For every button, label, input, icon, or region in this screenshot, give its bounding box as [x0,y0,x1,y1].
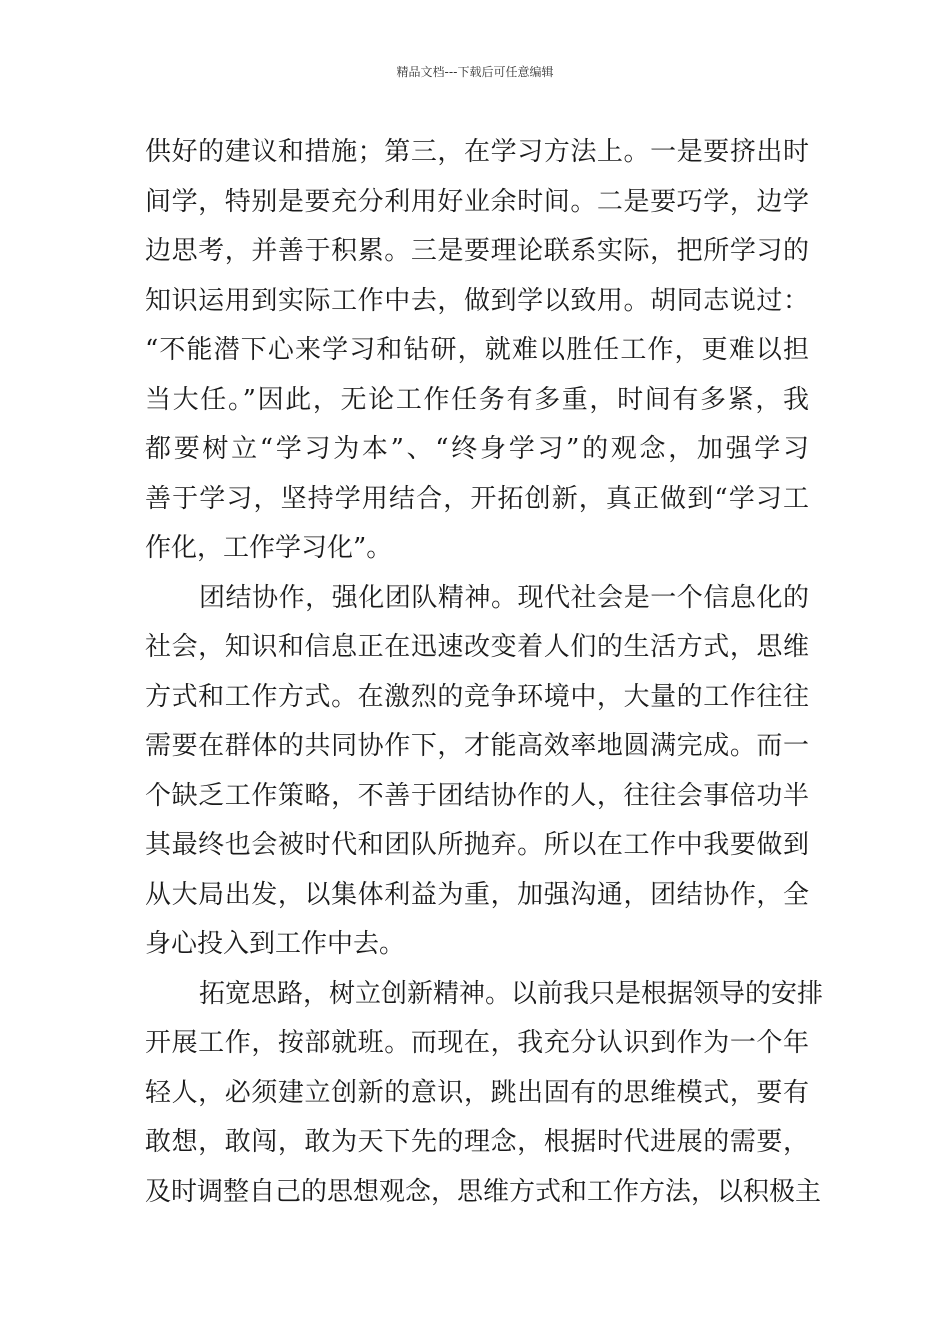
text-line: 身心投入到工作中去。 [145,929,406,959]
text-line: 间学，特别是要充分利用好业余时间。二是要巧学，边学 [145,186,809,217]
paragraph-start-line: 团结协作，强化团队精神。现代社会是一个信息化的 [199,582,809,613]
document-body [145,128,824,1217]
text-line: 作化，工作学习化”。 [145,533,393,563]
text-line: “不能潜下心来学习和钻研，就难以胜任工作，更难以担 [145,335,809,365]
text-line: 社会，知识和信息正在迅速改变着人们的生活方式，思维 [145,632,809,662]
text-line: 个缺乏工作策略，不善于团结协作的人，往往会事倍功半 [145,780,809,811]
text-line: 需要在群体的共同协作下，才能高效率地圆满完成。而一 [145,731,809,761]
text-line: 供好的建议和措施；第三，在学习方法上。一是要挤出时 [145,137,809,167]
text-line: 轻人，必须建立创新的意识，跳出固有的思维模式，要有 [145,1077,809,1108]
page-header: 精品文档---下载后可任意编辑 [396,65,554,79]
text-line: 从大局出发，以集体利益为重，加强沟通，团结协作，全 [145,879,809,910]
paragraph-start-line: 拓宽思路，树立创新精神。以前我只是根据领导的安排 [199,978,824,1009]
text-line: 善于学习，坚持学用结合，开拓创新，真正做到“学习工 [145,483,809,514]
text-line: 敢想，敢闯，敢为天下先的理念，根据时代进展的需要， [145,1127,809,1157]
text-line: 其最终也会被时代和团队所抛弃。所以在工作中我要做到 [145,830,809,860]
text-line: 都要树立“学习为本”、“终身学习”的观念，加强学习 [145,434,809,464]
text-line: 边思考，并善于积累。三是要理论联系实际，把所学习的 [145,236,809,266]
text-line: 知识运用到实际工作中去，做到学以致用。胡同志说过： [145,285,809,316]
text-line: 开展工作，按部就班。而现在，我充分认识到作为一个年 [145,1028,809,1058]
text-line: 当大任。”因此，无论工作任务有多重，时间有多紧，我 [145,384,809,415]
text-line: 方式和工作方式。在激烈的竞争环境中，大量的工作往往 [145,681,809,712]
text-line: 及时调整自己的思想观念，思维方式和工作方法，以积极主 [145,1176,822,1207]
